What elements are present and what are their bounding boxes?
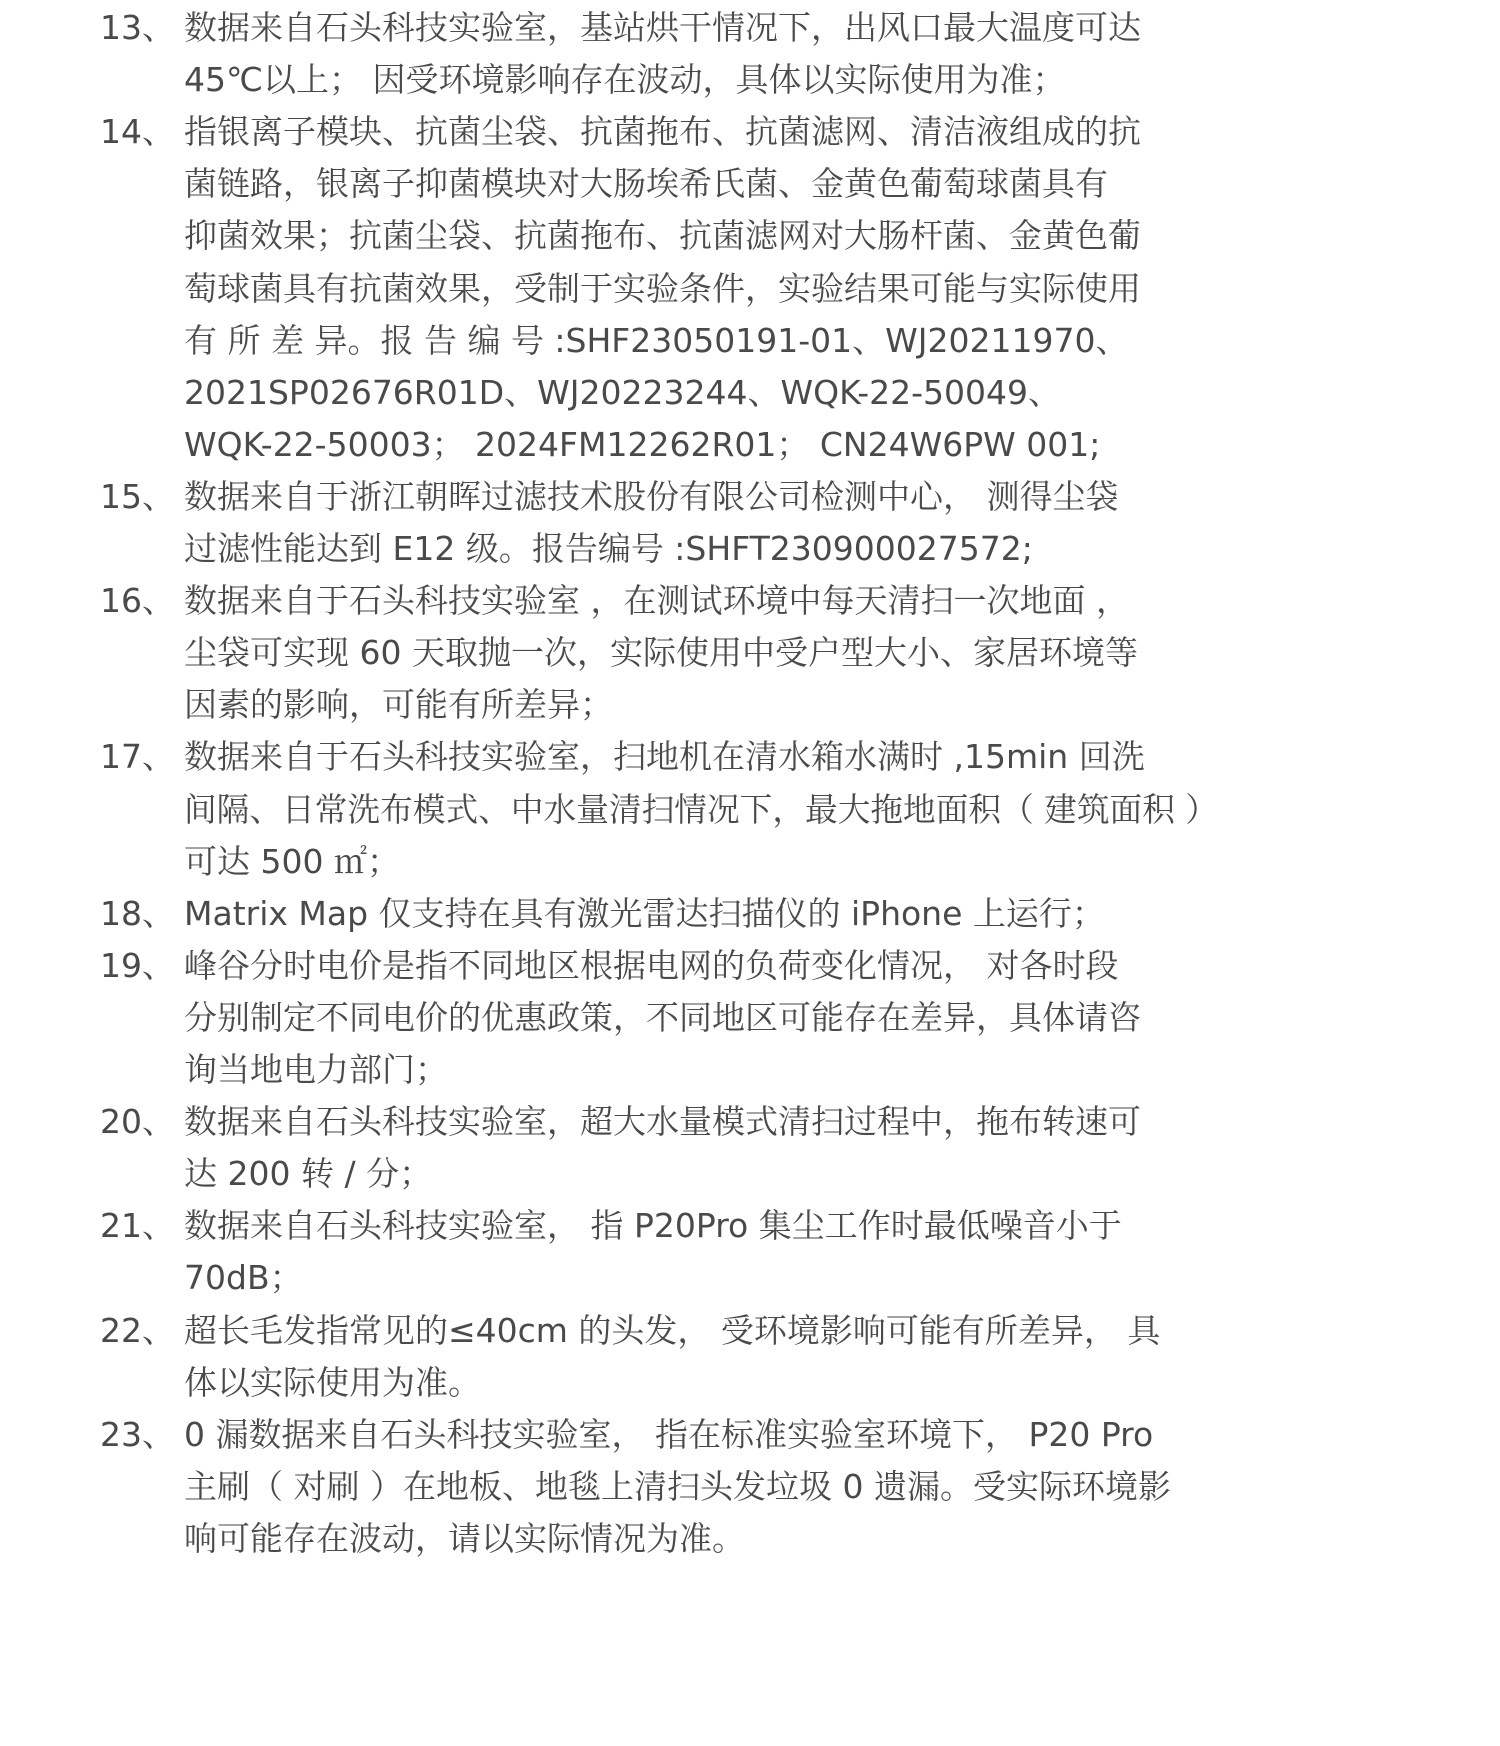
footnote-text-line: 数据来自于石头科技实验室 ，在测试环境中每天清扫一次地面 ， <box>184 581 1129 621</box>
footnote-text-line: 过滤性能达到 E12 级。报告编号 :SHFT230900027572; <box>184 529 1033 568</box>
footnote-text-line: 2021SP02676R01D、WJ20223244、WQK-22-50049、 <box>184 372 1062 412</box>
footnote-row <box>0 263 1356 316</box>
footnote-text-line: 数据来自于浙江朝晖过滤技术股份有限公司检测中心， 测得尘袋 <box>184 476 1119 516</box>
footnote-text-line: 可达 500 ㎡； <box>184 841 400 881</box>
footnote-row <box>0 992 1356 1045</box>
footnote-text-line: 菌链路，银离子抑菌模块对大肠埃希氏菌、金黄色葡萄球菌具有 <box>184 164 1108 204</box>
footnote-text-line: 间隔、日常洗布模式、中水量清扫情况下，最大拖地面积（ 建筑面积 ） <box>184 789 1218 829</box>
footnote-row <box>0 315 1356 368</box>
footnote-row <box>0 54 1356 107</box>
footnote-row <box>0 210 1356 263</box>
footnote-row <box>0 1305 1356 1358</box>
footnote-text-line: 主刷（ 对刷 ）在地板、地毯上清扫头发垃圾 0 遗漏。受实际环境影 <box>184 1466 1171 1506</box>
footnote-text-line: 响可能存在波动，请以实际情况为准。 <box>184 1518 745 1558</box>
footnote-number: 21、 <box>100 1206 175 1246</box>
footnote-row <box>0 1096 1356 1149</box>
footnote-row <box>0 940 1356 993</box>
footnote-number: 20、 <box>100 1102 175 1142</box>
footnote-row <box>0 1513 1356 1566</box>
footnote-row <box>0 575 1356 628</box>
footnote-row <box>0 1148 1356 1201</box>
footnote-text-line: 数据来自石头科技实验室， 指 P20Pro 集尘工作时最低噪音小于 <box>184 1206 1122 1246</box>
footnote-row <box>0 1409 1356 1462</box>
footnote-text-line: 尘袋可实现 60 天取抛一次，实际使用中受户型大小、家居环境等 <box>184 633 1138 673</box>
footnote-row <box>0 1200 1356 1253</box>
footnote-row <box>0 1252 1356 1305</box>
footnote-row <box>0 1357 1356 1410</box>
footnote-number: 14、 <box>100 112 175 152</box>
footnote-text-line: WQK-22-50003； 2024FM12262R01； CN24W6PW 001; <box>184 424 1101 464</box>
footnote-text-line: 因素的影响，可能有所差异； <box>184 685 613 725</box>
footnote-text-line: 数据来自石头科技实验室，基站烘干情况下，出风口最大温度可达 <box>184 8 1141 47</box>
footnote-row <box>0 1044 1356 1097</box>
footnote-number: 22、 <box>100 1310 175 1350</box>
footnote-text-line: 体以实际使用为准。 <box>184 1362 481 1402</box>
footnote-text-line: Matrix Map 仅支持在具有激光雷达扫描仪的 iPhone 上运行； <box>184 893 1105 933</box>
footnote-text-line: 45℃以上； 因受环境影响存在波动，具体以实际使用为准； <box>184 60 1066 100</box>
footnote-row <box>0 2 1356 55</box>
footnote-row <box>0 523 1356 576</box>
footnote-row <box>0 367 1356 420</box>
footnote-number: 18、 <box>100 893 175 933</box>
footnote-text-line: 达 200 转 / 分； <box>184 1154 433 1194</box>
footnote-text-line: 数据来自石头科技实验室，超大水量模式清扫过程中，拖布转速可 <box>184 1102 1141 1142</box>
footnote-number: 17、 <box>100 737 175 777</box>
footnote-row <box>0 1461 1356 1514</box>
footnote-text-line: 有 所 差 异。报 告 编 号 :SHF23050191-01、WJ20211970、 <box>184 320 1129 360</box>
footnote-text-line: 数据来自于石头科技实验室，扫地机在清水箱水满时 ,15min 回洗 <box>184 737 1145 777</box>
footnote-row <box>0 158 1356 211</box>
footnote-row <box>0 627 1356 680</box>
footnote-row <box>0 419 1356 472</box>
footnote-text-line: 询当地电力部门； <box>184 1050 448 1089</box>
footnote-text-line: 70dB； <box>184 1258 303 1298</box>
footnote-row <box>0 679 1356 732</box>
footnote-row <box>0 888 1356 941</box>
footnote-text-line: 峰谷分时电价是指不同地区根据电网的负荷变化情况， 对各时段 <box>184 945 1119 985</box>
footnote-text-line: 抑菌效果；抗菌尘袋、抗菌拖布、抗菌滤网对大肠杆菌、金黄色葡 <box>184 216 1141 256</box>
footnote-text-line: 指银离子模块、抗菌尘袋、抗菌拖布、抗菌滤网、清洁液组成的抗 <box>184 112 1141 152</box>
footnote-row <box>0 471 1356 524</box>
footnote-text-line: 超长毛发指常见的≤40cm 的头发， 受环境影响可能有所差异， 具 <box>184 1310 1161 1350</box>
footnote-text-line: 分别制定不同电价的优惠政策，不同地区可能存在差异，具体请咨 <box>184 997 1141 1037</box>
footnote-number: 16、 <box>100 581 175 621</box>
footnote-text-line: 0 漏数据来自石头科技实验室， 指在标准实验室环境下， P20 Pro <box>184 1414 1154 1454</box>
footnote-number: 19、 <box>100 945 175 985</box>
footnote-text-line: 萄球菌具有抗菌效果，受制于实验条件，实验结果可能与实际使用 <box>184 268 1141 308</box>
footnote-row <box>0 731 1356 784</box>
footnote-row <box>0 106 1356 159</box>
footnote-row <box>0 836 1356 889</box>
footnote-number: 23、 <box>100 1414 175 1454</box>
footnote-number: 13、 <box>100 8 175 47</box>
footnote-number: 15、 <box>100 476 175 516</box>
footnote-row <box>0 784 1356 837</box>
